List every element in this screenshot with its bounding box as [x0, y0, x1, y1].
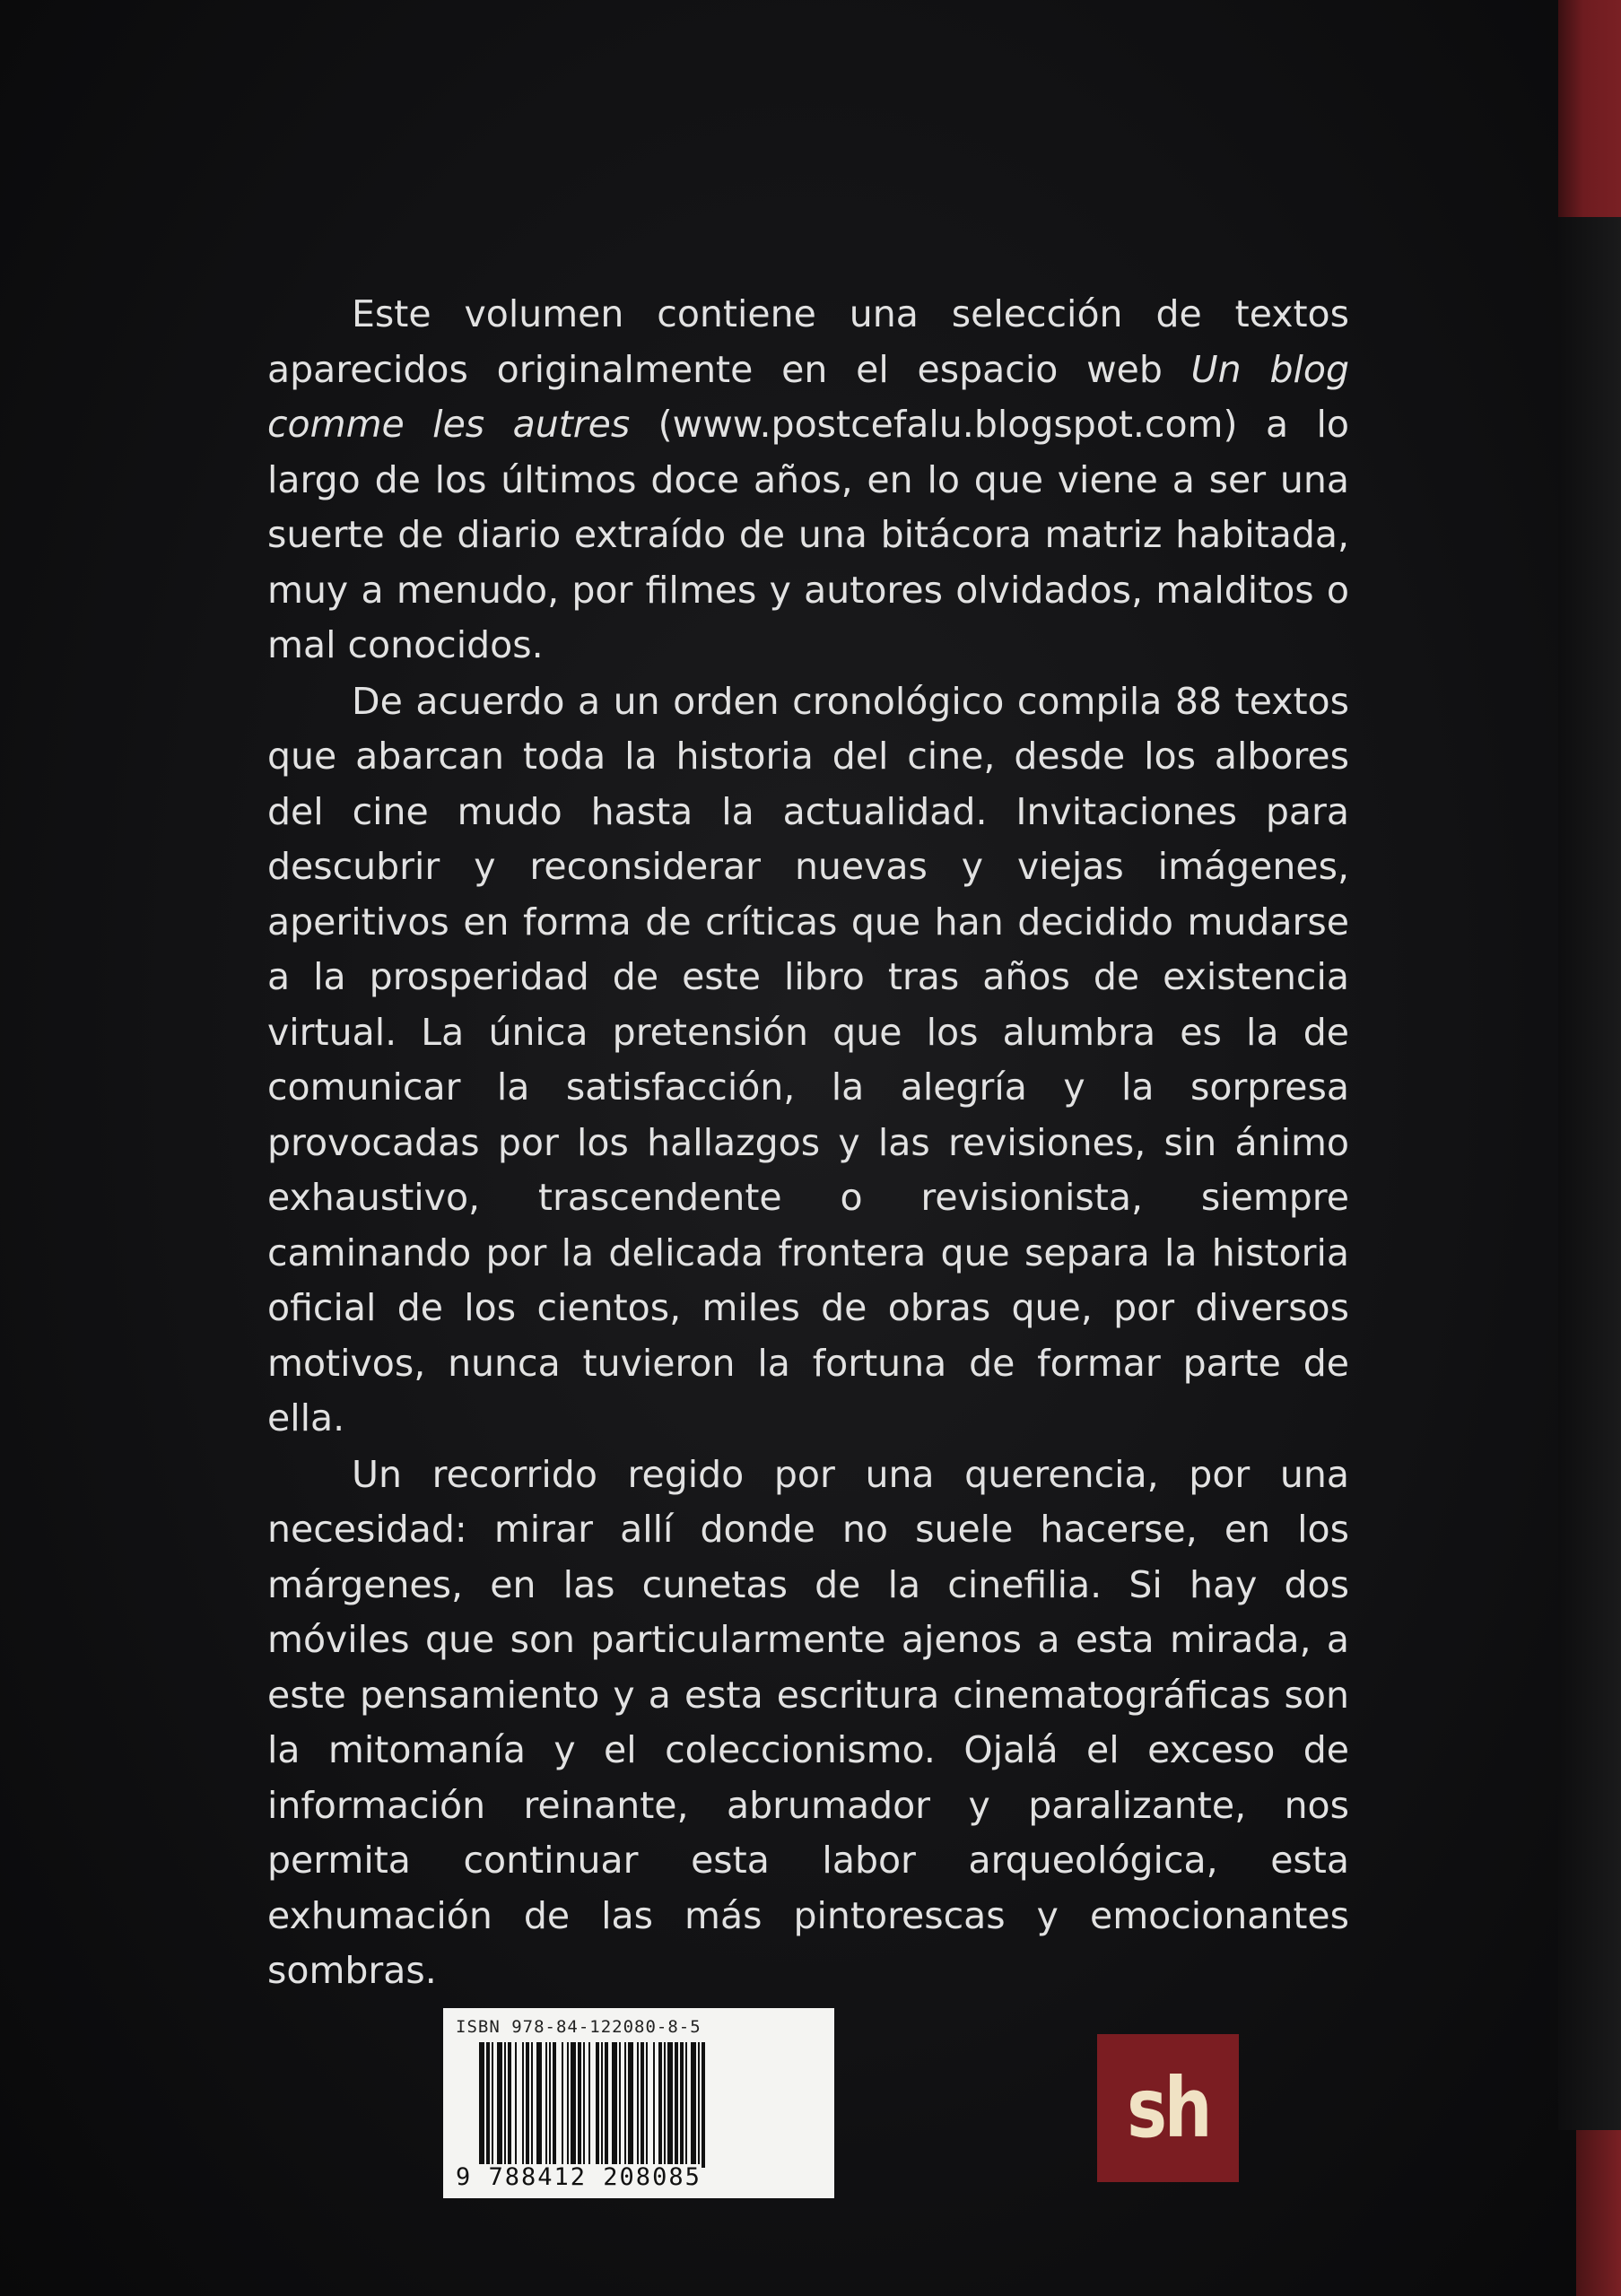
blurb-paragraph-1 — [267, 287, 1349, 674]
red-spine-strip-top — [1558, 0, 1621, 217]
isbn-label: ISBN 978-84-122080-8-5 — [456, 2017, 702, 2037]
blurb-paragraph-3: Un recorrido regido por una querencia, por una necesidad: mirar allí donde no suele hacerse, en los márgenes, en las cunetas de la cinefilia. Si hay dos móviles que son particularmente ajenos a esta mirada, a este pensamiento y a esta escritura cinematográficas son la mitomanía y el coleccionismo. Ojalá el exceso de información reinante, abrumador y paralizante, nos permita continuar esta labor arqueológica, esta exhumación de las más pintorescas y emocionantes sombras. — [267, 1452, 1349, 1992]
red-spine-strip-bottom — [1576, 2130, 1621, 2296]
paragraph-1-start: Este volumen contiene una selección de textos aparecidos originalmente en el espacio web — [267, 292, 1349, 391]
publisher-logo-text: sh — [1126, 2059, 1210, 2156]
cover-edge — [1558, 217, 1621, 2130]
ean-digits: 9 788412 208085 — [456, 2163, 702, 2191]
blurb-paragraph-2: De acuerdo a un orden cronológico compila 88 textos que abarcan toda la historia del cine, desde los albores del cine mudo hasta la actualidad. Invitaciones para descubrir y reconsiderar nuevas y viejas imágenes, aperitivos en forma de críticas que han decidido mudarse a la prosperidad de este libro tras años de existencia virtual. La única pretensión que los alumbra es la de comunicar la satisfacción, la alegría y la sorpresa provocadas por los hallazgos y las revisiones, sin ánimo exhaustivo, trascendente o revisionista, siempre caminando por la delicada frontera que separa la historia oficial de los cientos, miles de obras que, por diversos motivos, nunca tuvieron la fortuna de formar parte de ella. — [267, 679, 1349, 1439]
blog-title: Un blog comme les autres — [267, 347, 1349, 446]
isbn-barcode — [443, 2008, 834, 2198]
blurb-text — [267, 287, 1349, 2000]
barcode-bars — [456, 2042, 822, 2177]
publisher-logo — [1097, 2034, 1239, 2182]
paragraph-1-end: (www.postcefalu.blogspot.com) a lo largo de los últimos doce años, en lo que viene a ser una suerte de diario extraído de una bitácora matriz habitada, muy a menudo, por filmes y autores olvidados, malditos o mal conocidos. — [267, 403, 1349, 666]
